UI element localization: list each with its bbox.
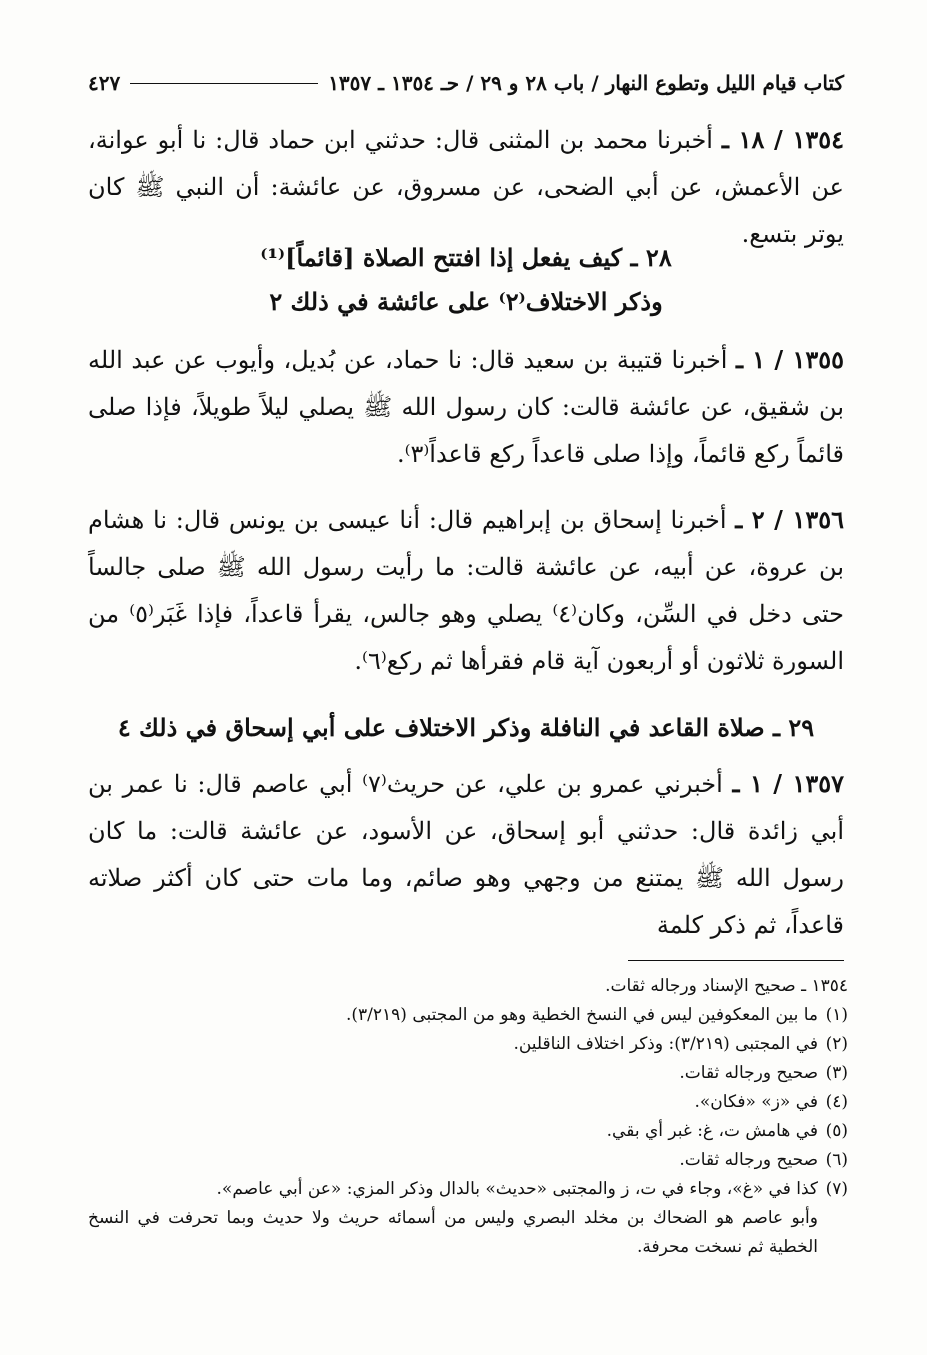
footnote-number: (٣)	[825, 1063, 848, 1083]
hadith-number: ١٣٥٥ / ١ ـ	[736, 345, 844, 374]
footnote-number: (٢)	[825, 1034, 848, 1054]
footnote-divider	[628, 960, 844, 961]
footnote-number: (٤)	[825, 1092, 848, 1112]
footnote-number: (١)	[825, 1005, 848, 1025]
footnote-text: في «ز» «فكان».	[694, 1092, 818, 1112]
footnote-number: (٥)	[825, 1121, 848, 1141]
footnote-text: ما بين المعكوفين ليس في النسخ الخطية وهو من المجتبى (٣/٢١٩).	[345, 1005, 818, 1025]
footnote-number: (٧)	[825, 1179, 848, 1199]
footnote-text: في هامش ت، غ: غبر أي بقي.	[606, 1121, 818, 1141]
hadith-text: أخبرنا محمد بن المثنى قال: حدثني ابن حماد قال: نا أبو عوانة، عن الأعمش، عن أبي الضحى، عن مسروق، عن عائشة: أن النبي ﷺ كان يوتر بتسع.	[88, 126, 844, 248]
footnote	[88, 1175, 848, 1204]
hadith-number: ١٣٥٤ / ١٨ ـ	[721, 125, 845, 154]
chapter-28-title	[88, 236, 844, 324]
header-rule	[130, 83, 318, 84]
hadith-number: ١٣٥٧ / ١ ـ	[732, 769, 844, 798]
footnote	[88, 1030, 848, 1059]
hadith-text: أخبرنا إسحاق بن إبراهيم قال: أنا عيسى بن يونس قال: نا هشام بن عروة، عن أبيه، عن عائشة قالت: ما رأيت رسول الله ﷺ صلى جالساً حتى دخل في السِّن، وكان⁽٤⁾ يصلي وهو جالس، يقرأ قاعداً، فإذا غَبَر⁽٥⁾ من السورة ثلاثون أو أربعون آية قام فقرأها ثم ركع⁽٦⁾.	[88, 506, 845, 675]
chapter-29-title	[88, 706, 844, 750]
footnotes	[88, 972, 848, 1262]
footnote	[88, 972, 848, 1001]
hadith-number: ١٣٥٦ / ٢ ـ	[735, 505, 845, 534]
footnote-text: كذا في «غ»، وجاء في ت، ز والمجتبى «حديث» بالدال وذكر المزي: «عن أبي عاصم».	[216, 1179, 818, 1199]
running-title: كتاب قيام الليل وتطوع النهار / باب ٢٨ و ٢٩ / حـ ١٣٥٤ ـ ١٣٥٧	[328, 71, 844, 95]
page-number: ٤٢٧	[88, 71, 121, 95]
footnote-text: ١٣٥٤ ـ صحيح الإسناد ورجاله ثقات.	[605, 976, 848, 996]
footnote-text: في المجتبى (٣/٢١٩): وذكر اختلاف الناقلين.	[513, 1034, 818, 1054]
running-header	[88, 66, 844, 100]
hadith-1357	[88, 760, 844, 949]
chapter-title-line: ٢٩ ـ صلاة القاعد في النافلة وذكر الاختلاف على أبي إسحاق في ذلك ٤	[117, 713, 815, 742]
footnote	[88, 1146, 848, 1175]
hadith-text: أخبرني عمرو بن علي، عن حريث⁽٧⁾ أبي عاصم قال: نا عمر بن أبي زائدة قال: حدثني أبو إسحاق، عن الأسود، عن عائشة قالت: ما كان رسول الله ﷺ يمتنع من وجهي وهو صائم، وما مات حتى كان أكثر صلاته قاعداً، ثم ذكر كلمة	[88, 770, 844, 939]
footnote	[88, 1088, 848, 1117]
footnote	[88, 1059, 848, 1088]
hadith-text: أخبرنا قتيبة بن سعيد قال: نا حماد، عن بُديل، وأيوب عن عبد الله بن شقيق، عن عائشة قالت: كان رسول الله ﷺ يصلي ليلاً طويلاً، فإذا صلى قائماً ركع قائماً، وإذا صلى قاعداً ركع قاعداً⁽٣⁾.	[88, 346, 844, 468]
footnote-text: صحيح ورجاله ثقات.	[679, 1063, 818, 1083]
footnote	[88, 1001, 848, 1030]
footnote	[88, 1117, 848, 1146]
chapter-title-line: ٢٨ ـ كيف يفعل إذا افتتح الصلاة [قائماً]⁽¹⁾	[260, 243, 672, 272]
hadith-1355	[88, 336, 844, 478]
hadith-1356	[88, 496, 844, 685]
footnote-continuation: وأبو عاصم هو الضحاك بن مخلد البصري وليس من أسمائه حريث ولا حديث وبما تحرفت في النسخ الخطية ثم نسخت محرفة.	[88, 1208, 818, 1257]
footnote-number: (٦)	[825, 1150, 848, 1170]
chapter-title-line: وذكر الاختلاف⁽٢⁾ على عائشة في ذلك ٢	[269, 287, 663, 316]
footnote-text: صحيح ورجاله ثقات.	[679, 1150, 818, 1170]
